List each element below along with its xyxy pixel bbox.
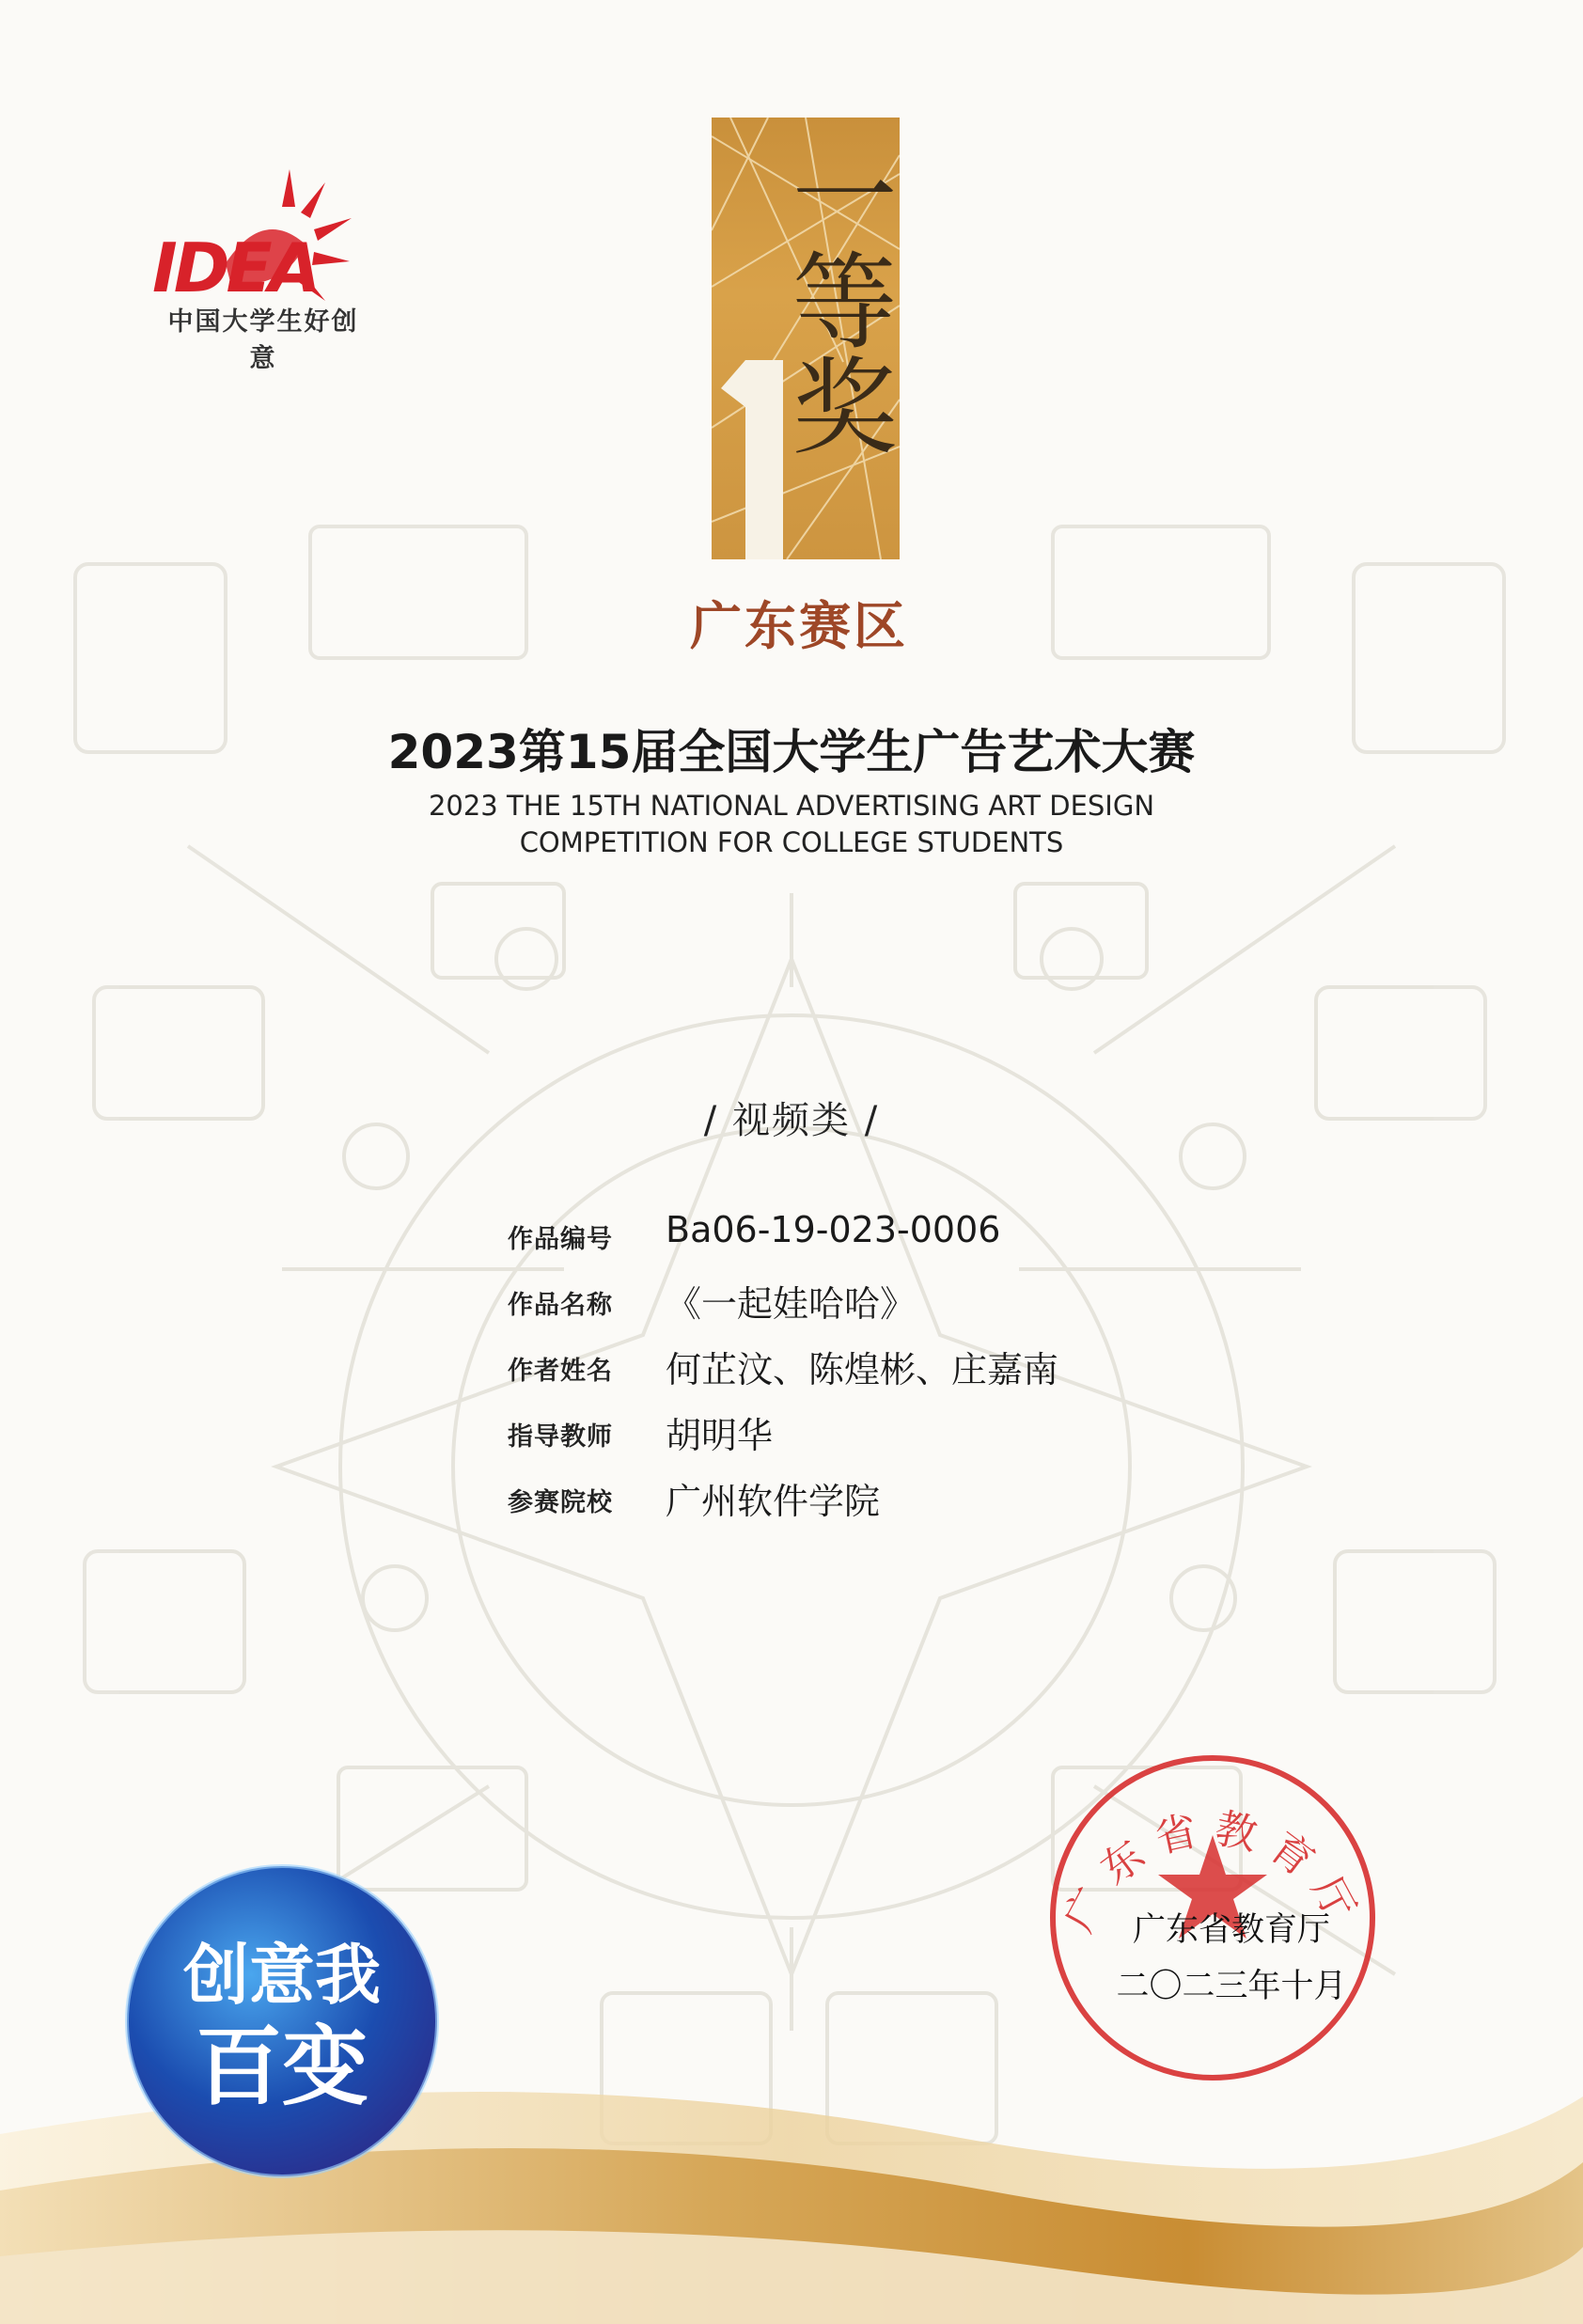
field-row-school bbox=[508, 1468, 1354, 1525]
svg-text:创意我: 创意我 bbox=[183, 1937, 381, 2014]
field-value: 广州软件学院 bbox=[666, 1481, 881, 1522]
competition-title-en-line2: COMPETITION FOR COLLEGE STUDENTS bbox=[519, 826, 1064, 858]
competition-title-en-line1: 2023 THE 15TH NATIONAL ADVERTISING ART DESIGN bbox=[428, 790, 1155, 822]
award-rank-text: 一等奖 bbox=[775, 141, 897, 457]
competition-title-cn: 2023第15届全国大学生广告艺术大赛 bbox=[387, 725, 1196, 779]
field-row-work-number bbox=[508, 1205, 1354, 1262]
category-label: / 视频类 / bbox=[703, 1099, 880, 1142]
field-value: 何芷汶、陈煌彬、庄嘉南 bbox=[666, 1349, 1059, 1390]
field-value: 《一起娃哈哈》 bbox=[666, 1283, 917, 1325]
field-label: 作者姓名 bbox=[508, 1357, 613, 1386]
logo-caption: 中国大学生好创意 bbox=[167, 307, 359, 373]
issuer-name: 广东省教育厅 bbox=[1132, 1911, 1330, 1949]
svg-text:IDEA: IDEA bbox=[152, 228, 318, 307]
first-prize-banner bbox=[712, 118, 900, 559]
svg-text:百变: 百变 bbox=[195, 2017, 369, 2117]
field-label: 作品名称 bbox=[508, 1291, 613, 1320]
competition-title-en bbox=[282, 788, 1301, 861]
field-row-work-title bbox=[508, 1271, 1354, 1327]
field-row-advisor bbox=[508, 1403, 1354, 1459]
field-value: Ba06-19-023-0006 bbox=[666, 1209, 1001, 1250]
field-label: 作品编号 bbox=[508, 1225, 613, 1254]
creativity-emblem bbox=[122, 1861, 442, 2181]
region-label: 广东赛区 bbox=[689, 596, 908, 656]
field-label: 参赛院校 bbox=[508, 1488, 613, 1517]
field-row-authors bbox=[508, 1337, 1354, 1393]
field-value: 胡明华 bbox=[666, 1415, 774, 1456]
issue-date: 二〇二三年十月 bbox=[1116, 1968, 1347, 2005]
svg-text:广东省教育厅: 广东省教育厅 bbox=[1055, 1804, 1371, 1940]
field-label: 指导教师 bbox=[508, 1422, 613, 1452]
